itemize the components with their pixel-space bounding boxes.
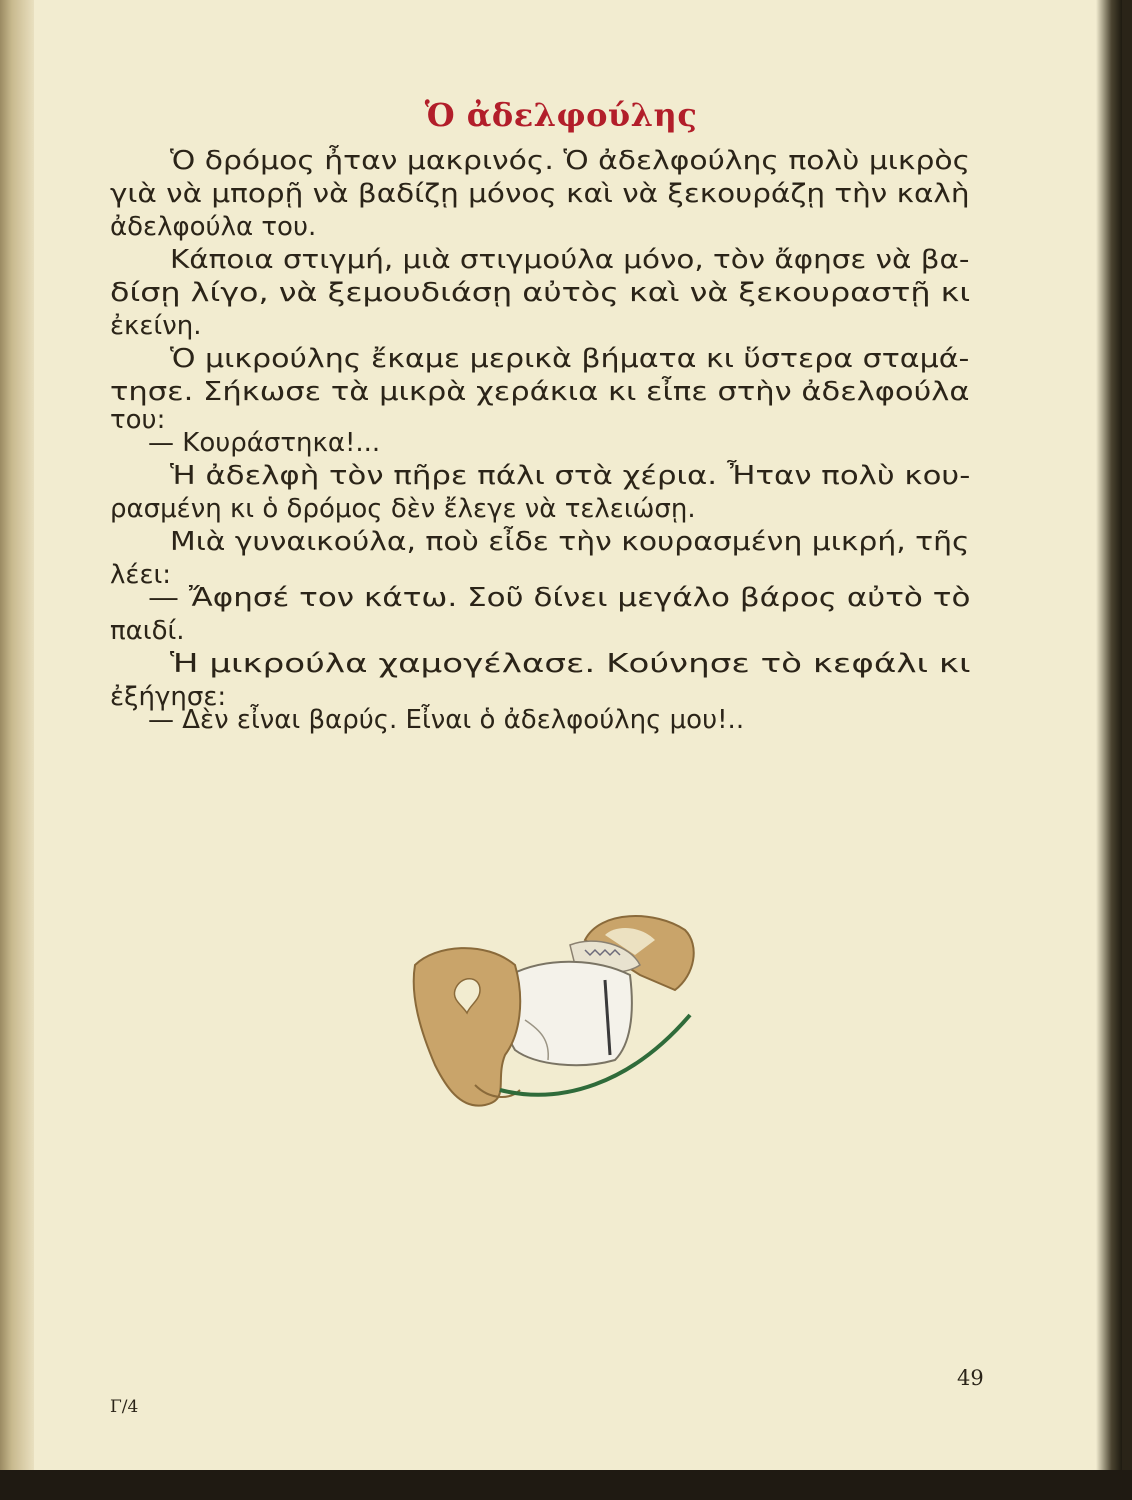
text-line: — Δὲν εἶναι βαρύς. Εἶναι ὁ ἀδελφούλης μου!.. [148, 705, 745, 735]
text-line: ἐξήγησε: [110, 682, 227, 712]
text-line: Μιὰ γυναικούλα, ποὺ εἶδε τὴν κουρασμένη μικρή, τῆς [170, 527, 970, 557]
text-line: Ἡ ἀδελφὴ τὸν πῆρε πάλι στὰ χέρια. Ἦταν πολὺ κου- [170, 461, 971, 491]
text-line: του: [110, 405, 166, 435]
text-line: — Ἄφησέ τον κάτω. Σοῦ δίνει μεγάλο βάρος αὐτὸ τὸ [148, 583, 971, 613]
text-line: Ὁ μικρούλης ἔκαμε μερικὰ βήματα κι ὕστερα σταμά- [170, 344, 970, 374]
page-title: Ὁ ἀδελφούλης [424, 96, 698, 134]
cradle-left-end-icon [414, 948, 521, 1106]
text-line: ρασμένη κι ὁ δρόμος δὲν ἔλεγε νὰ τελειώσῃ. [110, 494, 696, 524]
text-line: τησε. Σήκωσε τὰ μικρὰ χεράκια κι εἶπε στὴν ἀδελφούλα [110, 377, 970, 407]
signature-mark: Γ/4 [110, 1397, 139, 1417]
scan-border [0, 1470, 1132, 1500]
text-line: — Κουράστηκα!... [148, 428, 381, 458]
text-line: Ἡ μικρούλα χαμογέλασε. Κούνησε τὸ κεφάλι κι [170, 649, 971, 679]
cradle-illustration [400, 905, 710, 1115]
text-line: Ὁ δρόμος ἦταν μακρινός. Ὁ ἀδελφούλης πολὺ μικρὸς [170, 146, 971, 176]
text-line: γιὰ νὰ μπορῇ νὰ βαδίζῃ μόνος καὶ νὰ ξεκουράζῃ τὴν καλὴ [110, 179, 970, 209]
text-line: Κάποια στιγμή, μιὰ στιγμούλα μόνο, τὸν ἄφησε νὰ βα- [170, 245, 970, 275]
text-line: λέει: [110, 560, 172, 590]
text-line: ἀδελφούλα του. [110, 212, 317, 242]
text-line: ἐκείνη. [110, 311, 202, 341]
text-line: δίσῃ λίγο, νὰ ξεμουδιάσῃ αὐτὸς καὶ νὰ ξεκουραστῇ κι [110, 278, 971, 308]
text-line: παιδί. [110, 616, 185, 646]
page-number: 49 [957, 1366, 984, 1390]
cradle-blanket-icon [503, 962, 632, 1065]
